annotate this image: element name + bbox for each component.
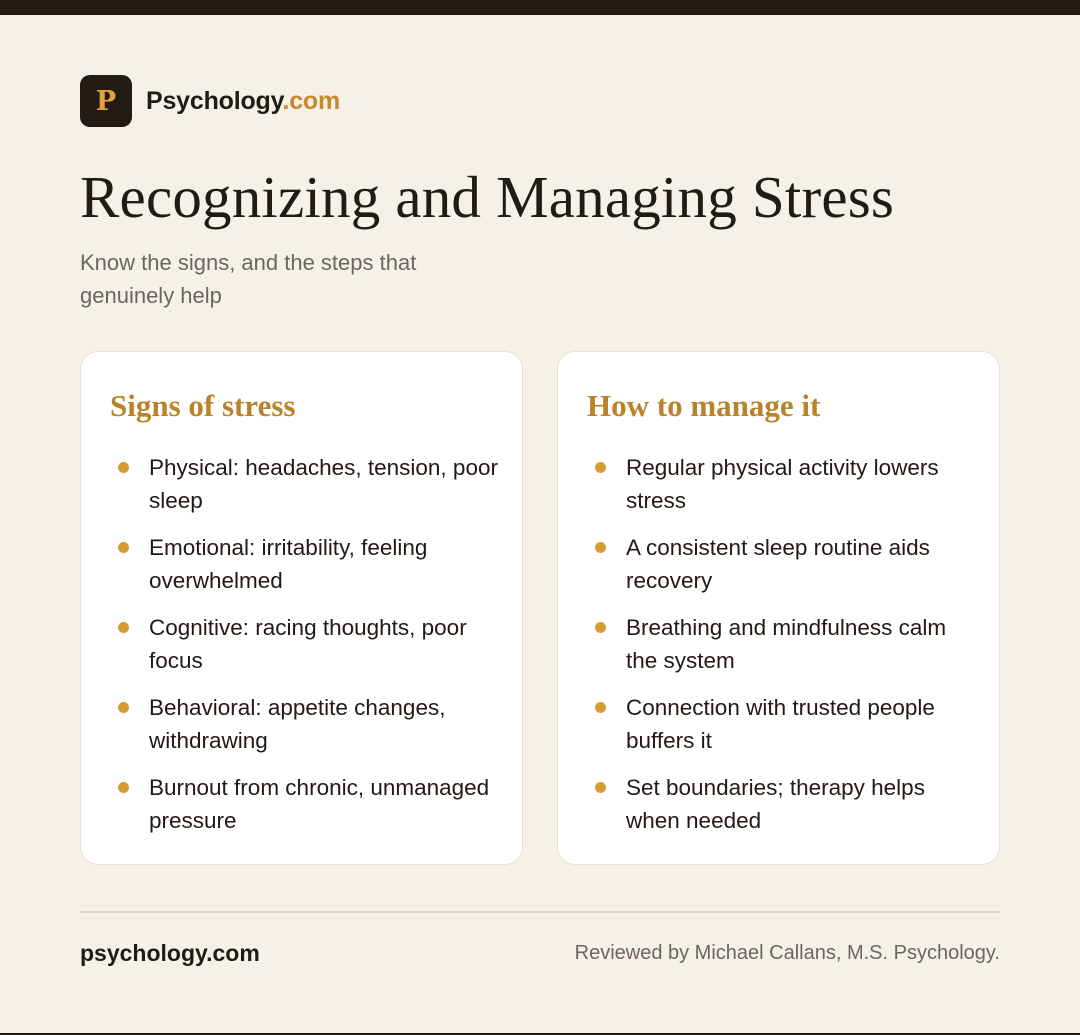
list-item-text: Regular physical activity lowers stress (626, 455, 939, 513)
list-item (626, 691, 976, 757)
list-item-text: A consistent sleep routine aids recovery (626, 535, 930, 593)
footer-divider (80, 911, 1000, 913)
signs-list (149, 451, 499, 851)
list-item (149, 531, 499, 597)
list-item (626, 451, 976, 517)
brand-logo[interactable] (80, 75, 340, 127)
page-subtitle: Know the signs, and the steps that genuinely help (80, 250, 417, 308)
brand-name-main: Psychology (146, 86, 283, 115)
bullet-icon (595, 622, 606, 633)
bullet-icon (595, 462, 606, 473)
list-item-text: Burnout from chronic, unmanaged pressure (149, 775, 490, 833)
footer-review-credit: Reviewed by Michael Callans, M.S. Psychology. (574, 942, 1000, 964)
bullet-icon (118, 702, 129, 713)
list-item-text: Connection with trusted people buffers it (626, 695, 935, 753)
signs-card-title: Signs of stress (110, 388, 296, 423)
list-item-text: Set boundaries; therapy helps when needed (626, 775, 925, 833)
bullet-icon (118, 542, 129, 553)
bullet-icon (595, 702, 606, 713)
manage-card-title: How to manage it (587, 388, 821, 423)
list-item (626, 611, 976, 677)
list-item-text: Emotional: irritability, feeling overwhelmed (149, 535, 428, 593)
list-item-text: Physical: headaches, tension, poor sleep (149, 455, 498, 513)
list-item (149, 611, 499, 677)
bullet-icon (595, 542, 606, 553)
brand-name (146, 87, 340, 116)
list-item-text: Breathing and mindfulness calm the system (626, 615, 947, 673)
top-bar (0, 0, 1080, 15)
list-item-text: Cognitive: racing thoughts, poor focus (149, 615, 467, 673)
list-item (149, 691, 499, 757)
bullet-icon (118, 782, 129, 793)
signs-card (80, 351, 523, 865)
brand-mark-icon: P (80, 75, 132, 127)
list-item-text: Behavioral: appetite changes, withdrawing (149, 695, 446, 753)
list-item (626, 771, 976, 837)
bullet-icon (118, 462, 129, 473)
manage-list (626, 451, 976, 851)
brand-name-tld: .com (282, 86, 341, 115)
list-item (626, 531, 976, 597)
bullet-icon (595, 782, 606, 793)
manage-card (557, 351, 1000, 865)
bullet-icon (118, 622, 129, 633)
list-item (149, 771, 499, 837)
list-item (149, 451, 499, 517)
page-title: Recognizing and Managing Stress (80, 164, 895, 230)
footer-site-link[interactable]: psychology.com (80, 940, 260, 966)
